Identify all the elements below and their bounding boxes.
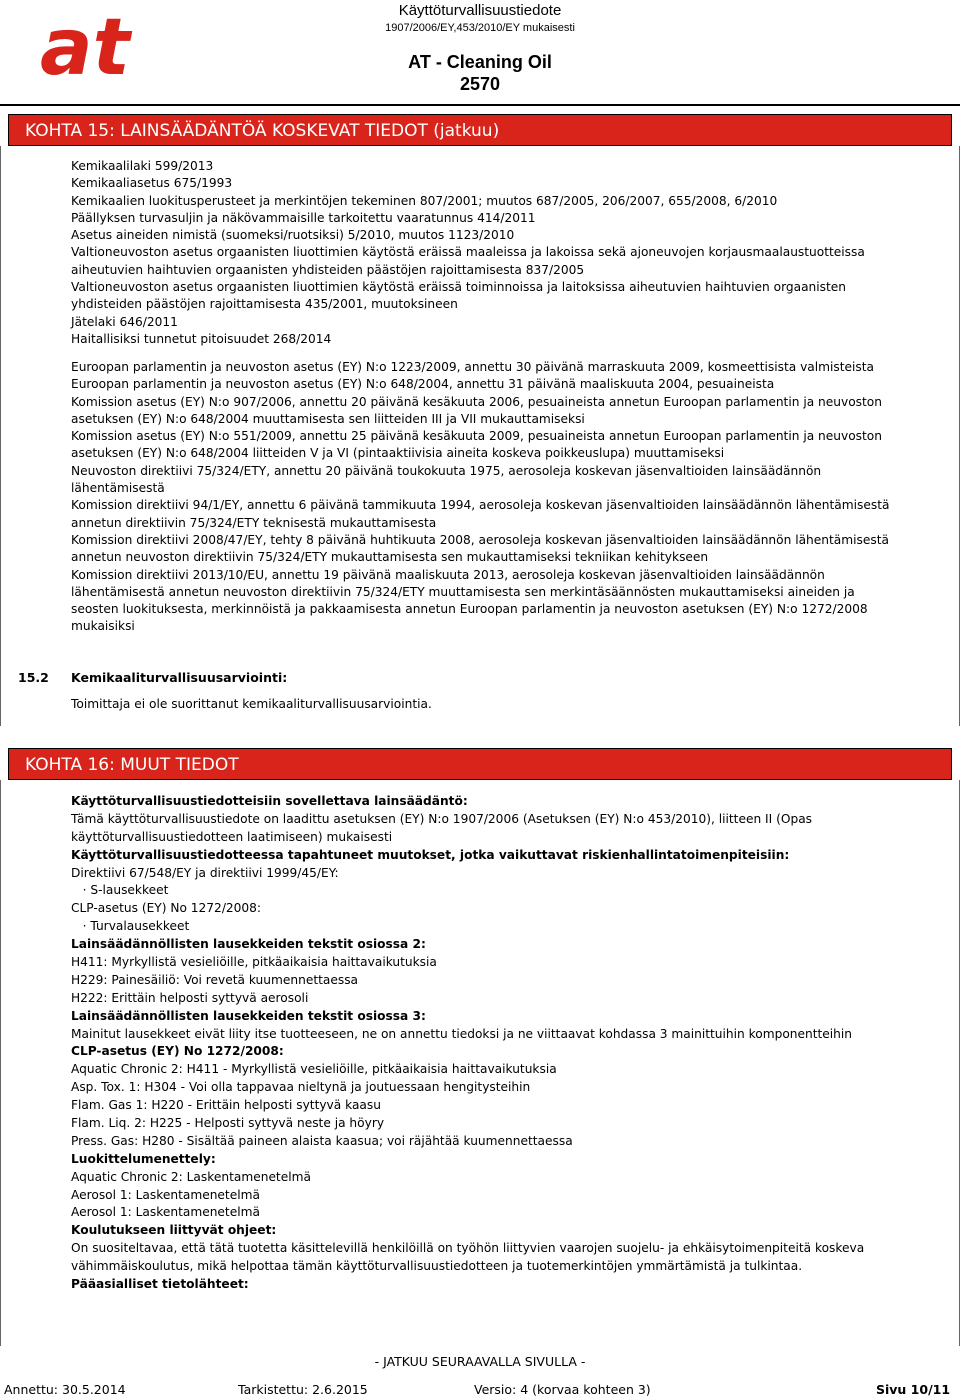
subsection-number: 15.2 xyxy=(18,670,49,685)
list-item: annetun direktiivin 75/324/ETY teknisestä mukauttamisesta xyxy=(71,515,437,530)
text-line: Mainitut lausekkeet eivät liity itse tuotteeseen, ne on annettu tiedoksi ja ne viittaavat kohdassa 3 mainittuihin komponentteihin xyxy=(71,1026,852,1041)
subheading: Käyttöturvallisuustiedotteisiin sovellettava lainsäädäntö: xyxy=(71,794,468,808)
list-item: mukaisiksi xyxy=(71,619,135,634)
subheading: Pääasialliset tietolähteet: xyxy=(71,1277,249,1292)
list-item: seosten luokituksesta, merkinnöistä ja pakkaamisesta annetun Euroopan parlamentin ja neuvoston asetuksen (EY) N:o 1272/2008 xyxy=(71,602,868,617)
text-line: Tämä käyttöturvallisuustiedote on laadittu asetuksen (EY) N:o 1907/2006 (Asetuksen (EY) N:o 453/2010), liitteen II (Opas xyxy=(71,811,813,826)
eu-legislation-list xyxy=(71,359,889,636)
text-line: Press. Gas: H280 - Sisältää paineen alaista kaasua; voi räjähtää kuumennettaessa xyxy=(71,1133,573,1148)
list-item: Euroopan parlamentin ja neuvoston asetus (EY) N:o 1223/2009, annettu 30 päivänä marraskuuta 2009, kosmeettisista valmisteista xyxy=(71,360,875,374)
list-item: Asetus aineiden nimistä (suomeksi/ruotsiksi) 5/2010, muutos 1123/2010 xyxy=(71,228,515,243)
subheading: Lainsäädännöllisten lausekkeiden tekstit osiossa 2: xyxy=(71,937,426,952)
list-item: Komission direktiivi 2008/47/EY, tehty 8 päivänä huhtikuuta 2008, aerosoleja koskevan jäsenvaltioiden lainsäädännön lähentämisestä xyxy=(71,532,889,547)
at-logo xyxy=(40,12,140,82)
list-item: Komission direktiivi 94/1/EY, annettu 6 päivänä tammikuuta 1994, aerosoleja koskevan jäsenvaltioiden lainsäädännön lähentämisestä xyxy=(71,498,890,513)
page-number: Sivu 10/11 xyxy=(876,1382,951,1397)
subheading: Luokittelumenettely: xyxy=(71,1151,216,1166)
text-line: käyttöturvallisuustiedotteen laatimiseen) mukaisesti xyxy=(71,829,393,844)
section-16-title: KOHTA 16: MUUT TIEDOT xyxy=(8,748,952,780)
list-item: lähentämisestä annetun neuvoston direktiivin 75/324/ETY muuttamisesta sen merkintäsäännösten mukauttamiseksi aineiden ja xyxy=(71,584,855,599)
section-15-title: KOHTA 15: LAINSÄÄDÄNTÖÄ KOSKEVAT TIEDOT (jatkuu) xyxy=(8,114,952,146)
list-item: Haitallisiksi tunnetut pitoisuudet 268/2014 xyxy=(71,331,332,346)
list-item: lähentämisestä xyxy=(71,481,165,496)
text-line: Aerosol 1: Laskentamenetelmä xyxy=(71,1205,260,1220)
revised-date: Tarkistettu: 2.6.2015 xyxy=(238,1382,368,1397)
list-item: Jätelaki 646/2011 xyxy=(71,314,178,329)
text-line: Flam. Gas 1: H220 - Erittäin helposti syttyvä kaasu xyxy=(71,1098,381,1113)
regulation: 1907/2006/EY,453/2010/EY mukaisesti xyxy=(385,22,575,34)
subheading: Käyttöturvallisuustiedotteessa tapahtuneet muutokset, jotka vaikuttavat riskienhallintatoimenpiteisiin: xyxy=(71,847,790,862)
list-item: asetuksen (EY) N:o 648/2004 liitteiden V ja VI (pintaaktiivisia aineita koskeva poikkeuslupa) muuttamiseksi xyxy=(71,446,725,461)
issued-date: Annettu: 30.5.2014 xyxy=(4,1382,126,1397)
list-item: aiheutuvien haihtuvien orgaanisten yhdisteiden päästöjen rajoittamisesta 837/2005 xyxy=(71,262,585,277)
header-rule xyxy=(0,104,960,106)
subheading: CLP-asetus (EY) No 1272/2008: xyxy=(71,1044,284,1059)
text-line: Aquatic Chronic 2: Laskentamenetelmä xyxy=(71,1169,311,1184)
list-item: Kemikaalien luokitusperusteet ja merkintöjen tekeminen 807/2001; muutos 687/2005, 206/2007, 655/2008, 6/2010 xyxy=(71,193,778,208)
text-line: Aquatic Chronic 2: H411 - Myrkyllistä vesieliöille, pitkäaikaisia haittavaikutuksia xyxy=(71,1062,557,1077)
list-item: Valtioneuvoston asetus orgaanisten liuottimien käytöstä eräissä toiminnoissa ja laitoksissa aiheutuvien haihtuvien orgaanisten xyxy=(71,280,846,295)
list-item: Komission asetus (EY) N:o 551/2009, annettu 25 päivänä kesäkuuta 2009, pesuaineista annetun Euroopan parlamentin ja neuvoston xyxy=(71,429,882,444)
logo-text: at xyxy=(40,12,130,82)
text-line: · S-lausekkeet xyxy=(71,883,169,898)
text-line: On suositeltavaa, että tätä tuotetta käsittelevillä henkilöillä on työhön liittyvien vaarojen suojelu- ja ehkäisytoimenpiteitä koskeva xyxy=(71,1241,865,1256)
text-line: H222: Erittäin helposti syttyvä aerosoli xyxy=(71,990,309,1005)
product-code: 2570 xyxy=(459,74,501,94)
product-name: AT - Cleaning Oil xyxy=(408,52,552,72)
list-item: Päällyksen turvasuljin ja näkövammaisille tarkoitettu vaaratunnus 414/2011 xyxy=(71,210,536,225)
text-line: CLP-asetus (EY) No 1272/2008: xyxy=(71,901,262,916)
list-item: Valtioneuvoston asetus orgaanisten liuottimien käytöstä eräissä maaleissa ja lakoissa sekä ajoneuvojen korjausmaalaustuotteissa xyxy=(71,245,865,260)
text-line: H229: Painesäiliö: Voi revetä kuumennettaessa xyxy=(71,972,359,987)
national-legislation-list xyxy=(71,158,865,348)
list-item: Kemikaalilaki 599/2013 xyxy=(71,159,214,173)
list-item: yhdisteiden päästöjen rajoittamisesta 435/2001, muutoksineen xyxy=(71,297,458,312)
text-line: Aerosol 1: Laskentamenetelmä xyxy=(71,1187,260,1202)
list-item: Euroopan parlamentin ja neuvoston asetus (EY) N:o 648/2004, annettu 31 päivänä maaliskuuta 2004, pesuaineista xyxy=(71,377,775,392)
text-line: · Turvalausekkeet xyxy=(71,919,190,934)
list-item: Neuvoston direktiivi 75/324/ETY, annettu 20 päivänä toukokuuta 1975, aerosoleja koskevan jäsenvaltioiden lainsäädännön xyxy=(71,463,822,478)
text-line: Asp. Tox. 1: H304 - Voi olla tappavaa nieltynä ja joutuessaan hengitysteihin xyxy=(71,1080,531,1095)
list-item: asetuksen (EY) N:o 648/2004 muuttamisesta sen liitteiden III ja VII mukauttamiseksi xyxy=(71,411,585,426)
subsection-title: Kemikaaliturvallisuusarviointi: xyxy=(71,670,288,685)
subheading: Lainsäädännöllisten lausekkeiden tekstit osiossa 3: xyxy=(71,1008,426,1023)
text-line: Direktiivi 67/548/EY ja direktiivi 1999/45/EY: xyxy=(71,865,339,880)
continues-note: - JATKUU SEURAAVALLA SIVULLA - xyxy=(374,1354,586,1369)
list-item: annetun neuvoston direktiivin 75/324/ETY mukauttamisesta sen mukauttamiseksi tekniikan kehitykseen xyxy=(71,550,709,565)
list-item: Komission asetus (EY) N:o 907/2006, annettu 20 päivänä kesäkuuta 2006, pesuaineista annetun Euroopan parlamentin ja neuvoston xyxy=(71,394,882,409)
text-line: H411: Myrkyllistä vesieliöille, pitkäaikaisia haittavaikutuksia xyxy=(71,955,437,970)
subsection-text: Toimittaja ei ole suorittanut kemikaaliturvallisuusarviointia. xyxy=(71,697,432,711)
list-item: Komission direktiivi 2013/10/EU, annettu 19 päivänä maaliskuuta 2013, aerosoleja koskevan jäsenvaltioiden lainsäädännön xyxy=(71,567,825,582)
list-item: Kemikaaliasetus 675/1993 xyxy=(71,176,233,191)
section-16-lines xyxy=(71,793,864,1294)
text-line: vähimmäiskoulutus, mikä helpottaa tämän käyttöturvallisuustiedotteen ja tuotemerkintöjen ymmärtämistä ja tulkintaa. xyxy=(71,1259,803,1274)
text-line: Flam. Liq. 2: H225 - Helposti syttyvä neste ja höyry xyxy=(71,1116,385,1131)
version: Versio: 4 (korvaa kohteen 3) xyxy=(474,1382,651,1397)
subheading: Koulutukseen liittyvät ohjeet: xyxy=(71,1223,277,1238)
doc-type: Käyttöturvallisuustiedote xyxy=(398,2,562,19)
